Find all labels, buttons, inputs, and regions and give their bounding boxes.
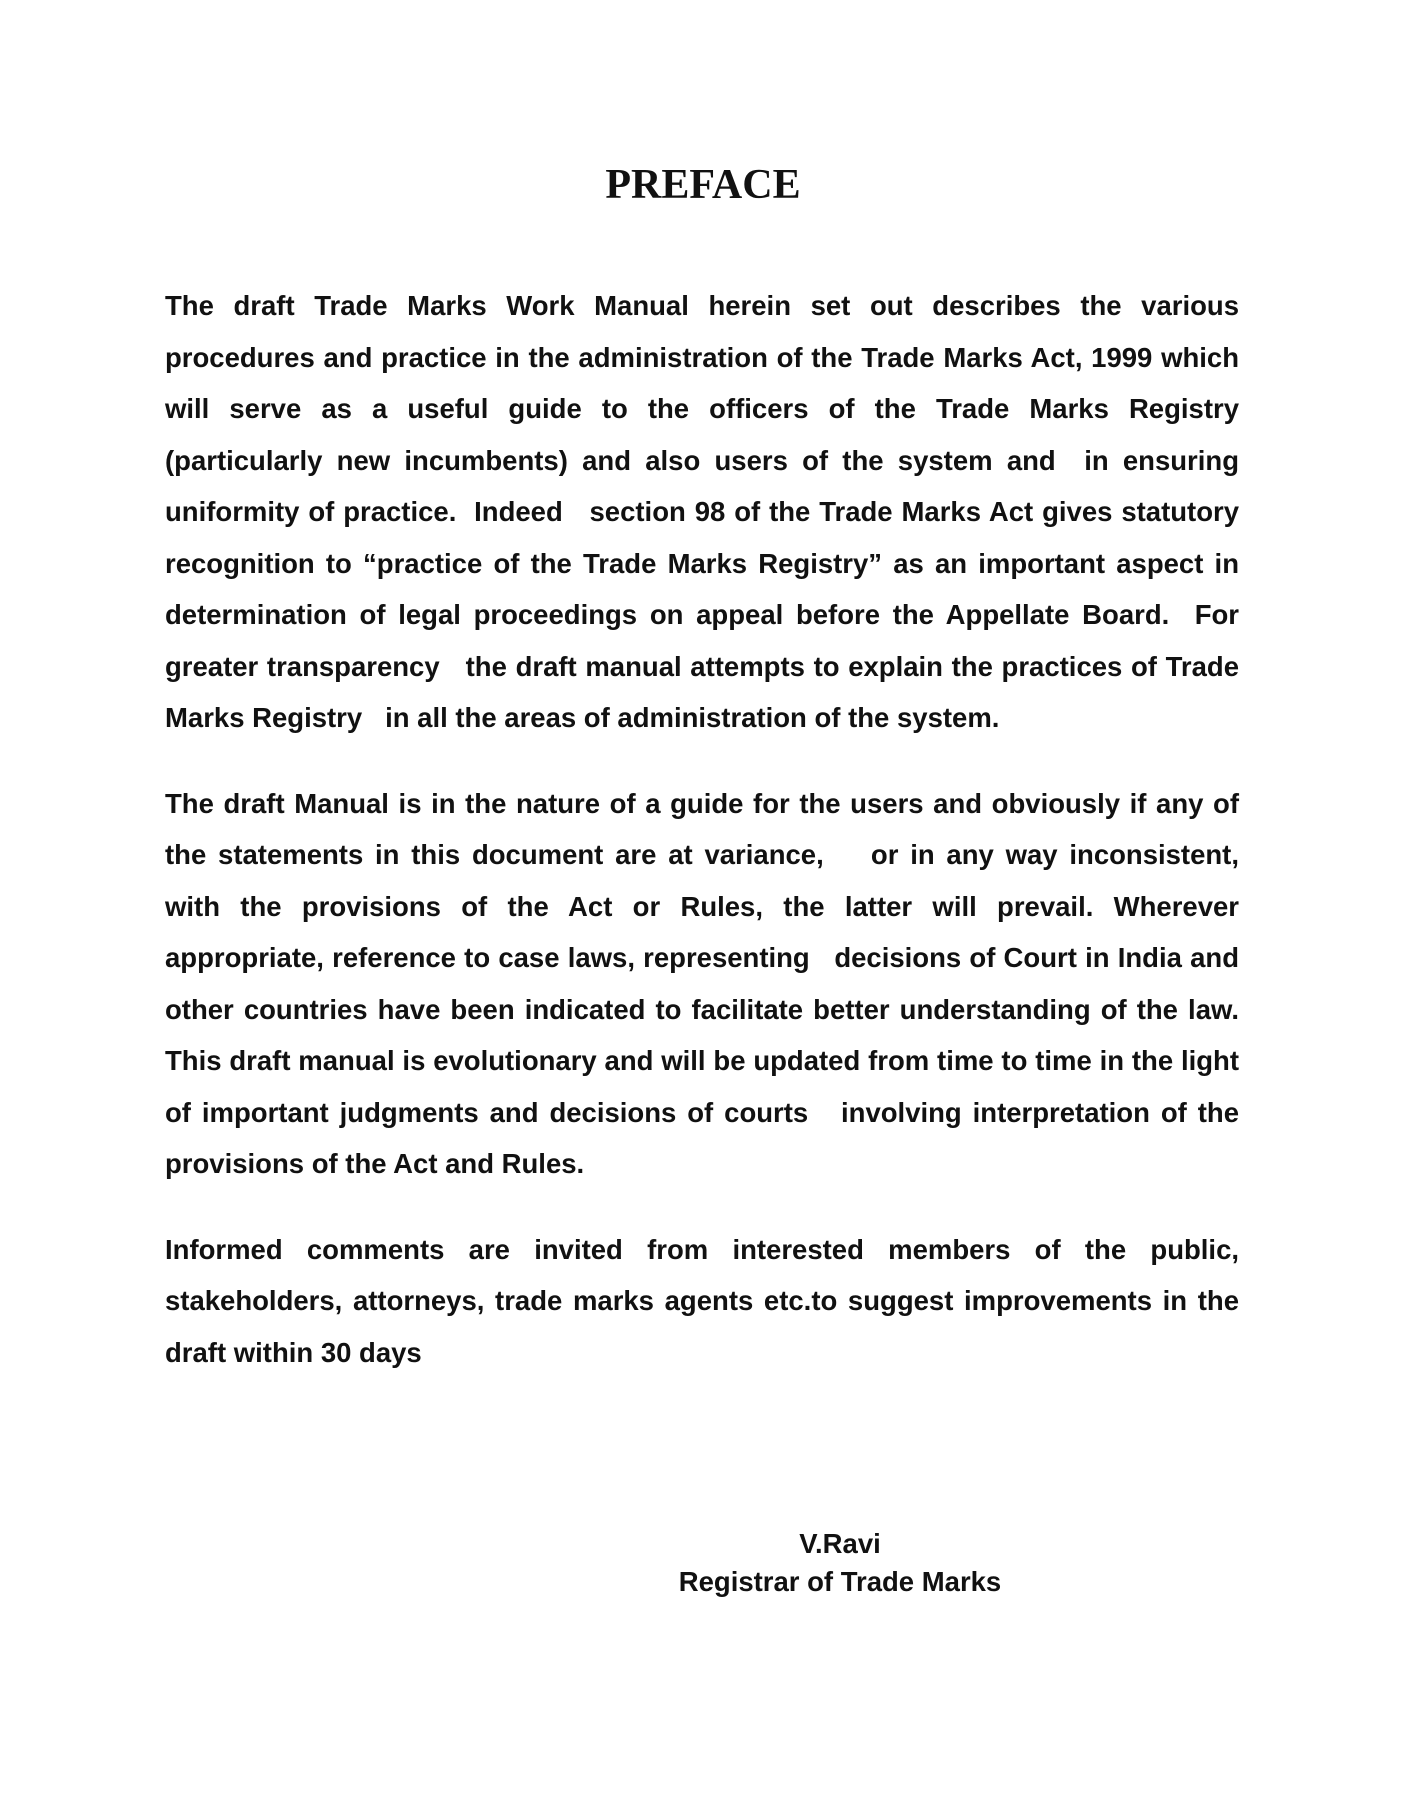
paragraph-guide-nature: The draft Manual is in the nature of a guide for the users and obviously if any of the statements in this document are at variance, or in any way inconsistent, with the provisions of the Act or Rules, the latter will prevail. Wherever appropriate, reference to case laws, representing decisions of Court in India and other countries have been indicated to facilitate better understanding of the law. This draft manual is evolutionary and will be updated from time to time in the light of important judgments and decisions of courts involving interpretation of the provisions of the Act and Rules. (165, 787, 1255, 1179)
signatory-name: V.Ravi (799, 1528, 881, 1559)
signatory-designation: Registrar of Trade Marks (678, 1566, 1002, 1597)
paragraph-comments-invited: Informed comments are invited from interested members of the public, stakeholders, attorneys, trade marks agents etc.to suggest improvements in the draft within 30 days (165, 1233, 1247, 1368)
preface-body (165, 280, 1255, 1412)
paragraph-intro: The draft Trade Marks Work Manual herein set out describes the various procedures and practice in the administration of the Trade Marks Act, 1999 which will serve as a useful guide to the officers of the Trade Marks Registry (particularly new incumbents) and also users of the system and in ensuring uniformity of practice. Indeed section 98 of the Trade Marks Act gives statutory recognition to “practice of the Trade Marks Registry” as an important aspect in determination of legal proceedings on appeal before the Appellate Board. For greater transparency the draft manual attempts to explain the practices of Trade Marks Registry in all the areas of administration of the system. (165, 290, 1247, 733)
signature-block (640, 1525, 1040, 1601)
page-title: PREFACE (605, 162, 801, 208)
